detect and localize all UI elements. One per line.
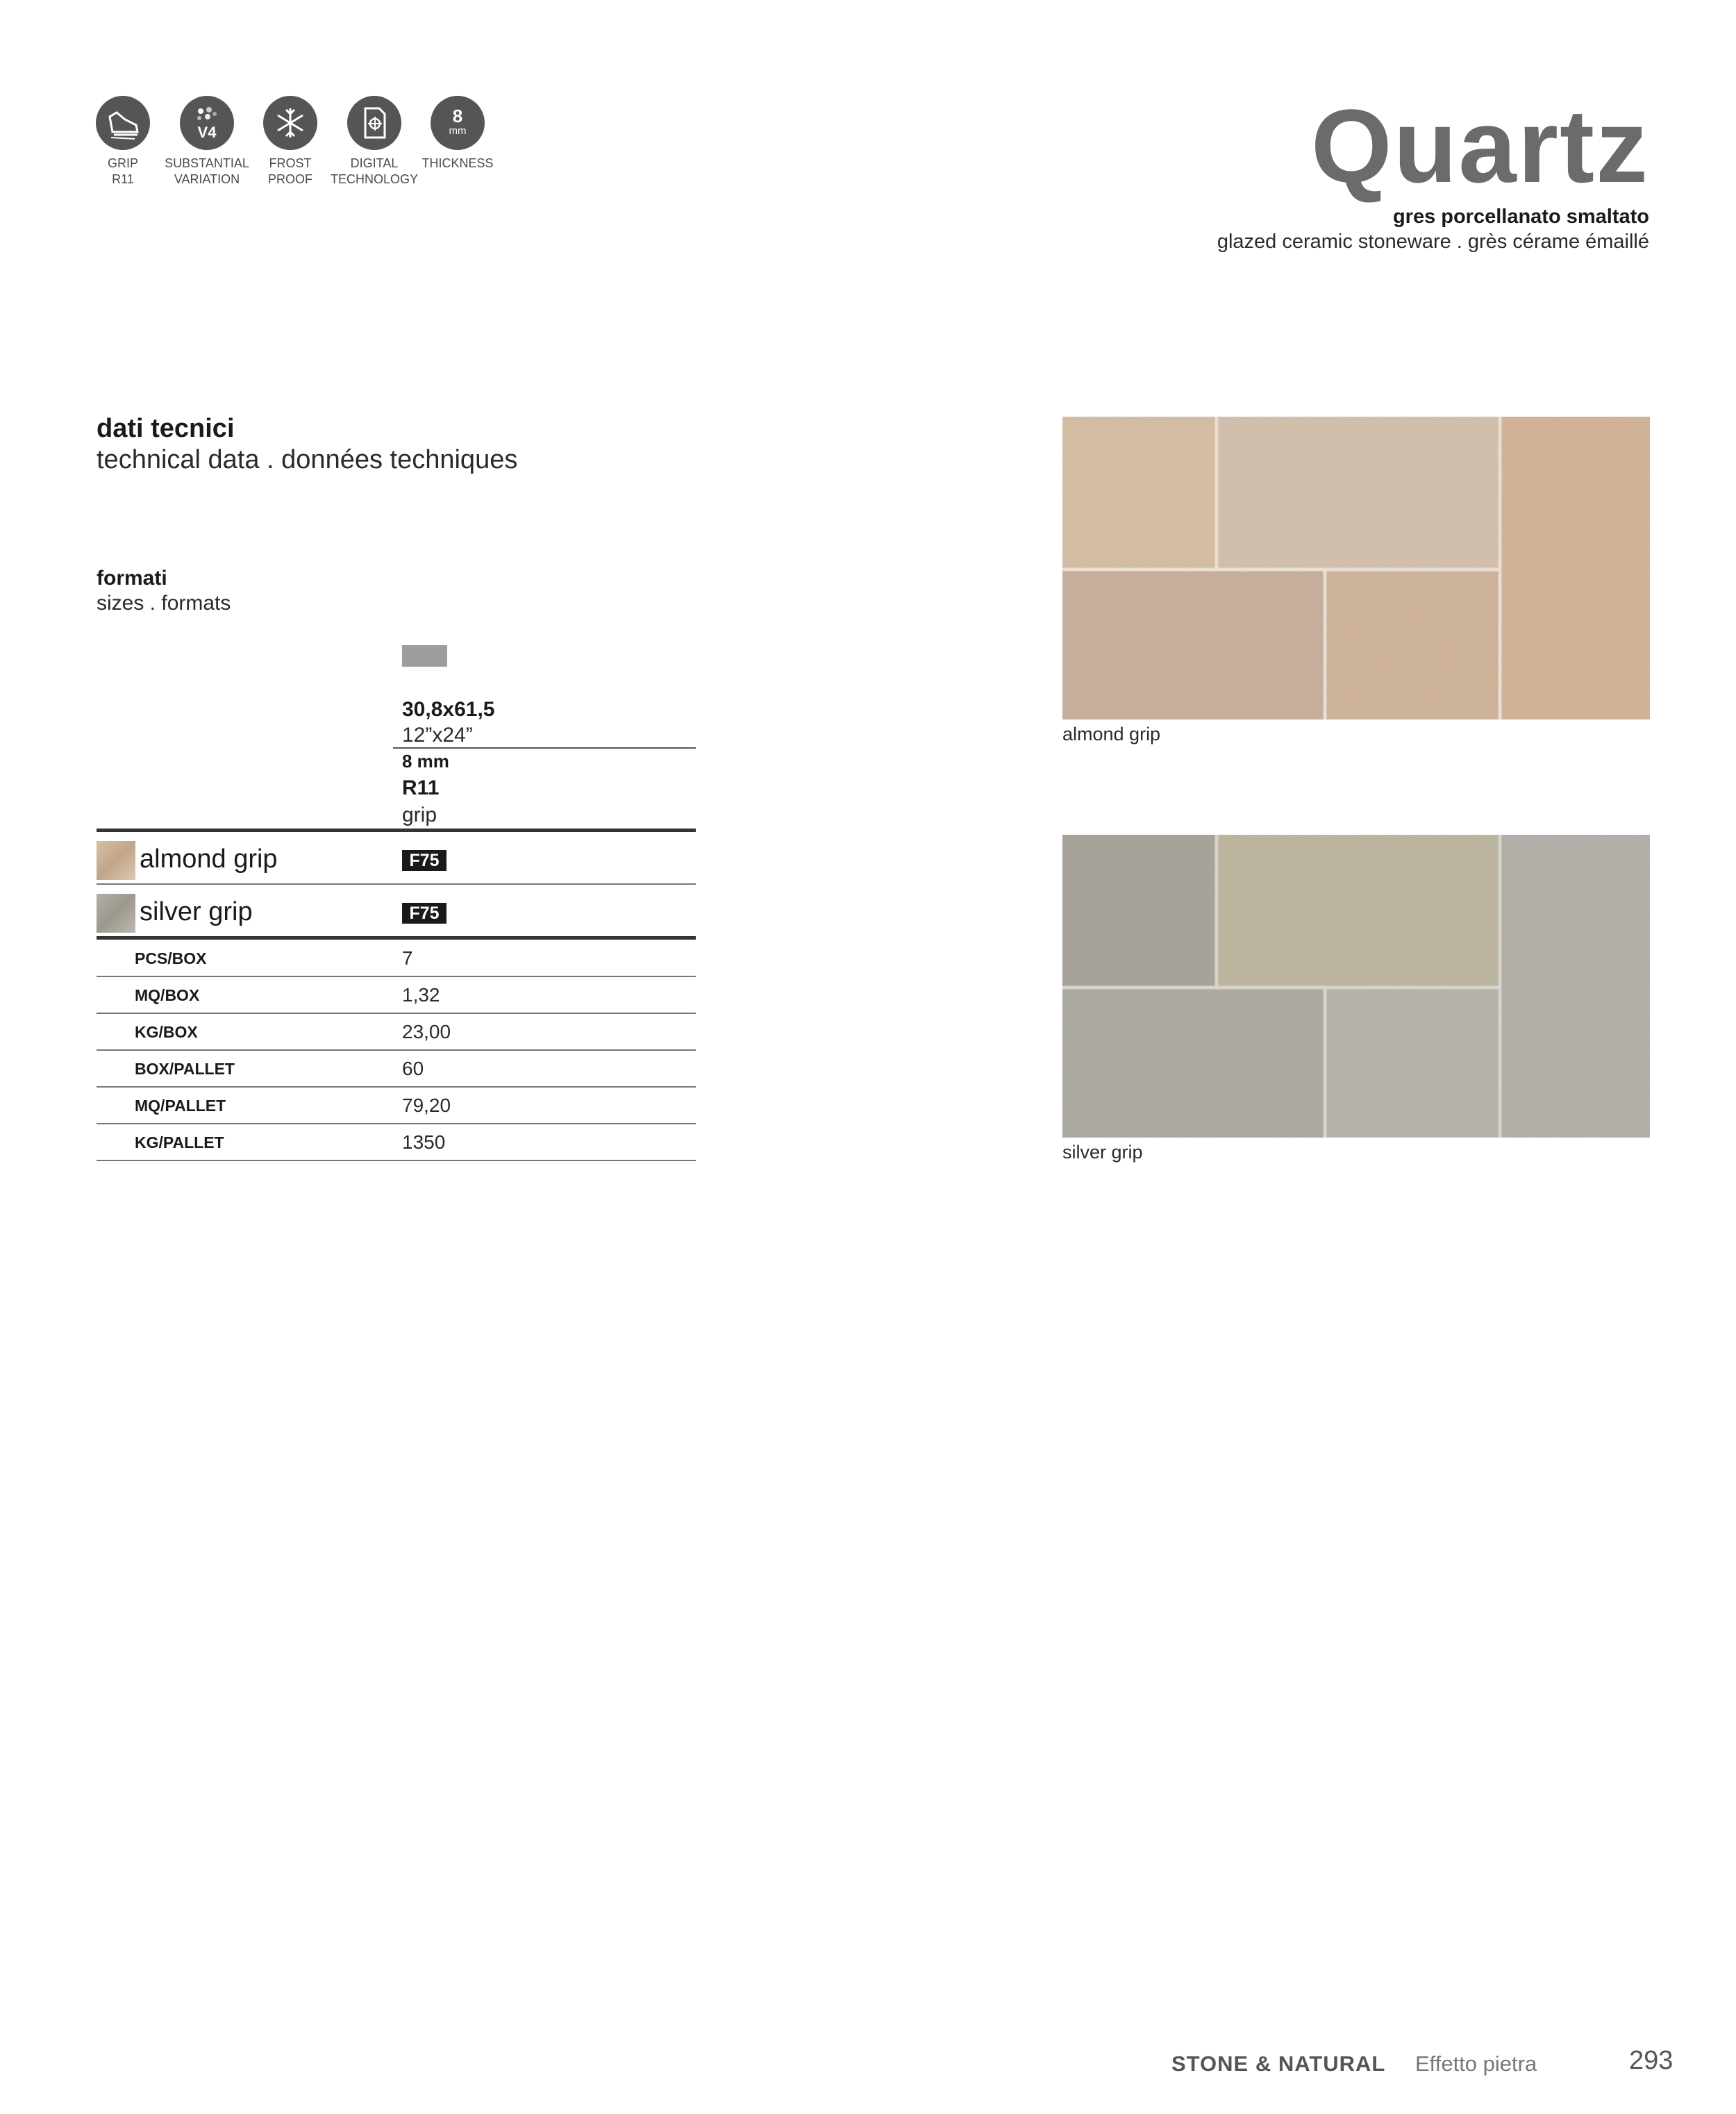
photo-caption: almond grip <box>1062 724 1161 744</box>
divider <box>393 747 696 749</box>
feature-grip: GRIP R11 <box>76 96 170 188</box>
feature-digital: DIGITAL TECHNOLOGY <box>327 96 422 188</box>
finish-label: grip <box>402 804 437 826</box>
formats-heading-en-fr: sizes . formats <box>97 592 231 615</box>
formats-heading-it: formati <box>97 567 167 590</box>
feature-frost: FROST PROOF <box>243 96 337 188</box>
thickness-icon: 8 mm <box>431 96 485 150</box>
snowflake-icon <box>263 96 317 150</box>
digital-print-icon <box>347 96 401 150</box>
footer-section: STONE & NATURAL <box>1171 2051 1386 2076</box>
subtitle-en-fr: glazed ceramic stoneware . grès cérame émaillé <box>1217 231 1649 253</box>
packaging-row: BOX/PALLET 60 <box>97 1050 696 1088</box>
feature-thickness: 8 mm THICKNESS <box>410 96 505 172</box>
packaging-row: KG/PALLET 1350 <box>97 1124 696 1161</box>
product-thumbnail <box>97 894 135 933</box>
product-code-badge: F75 <box>402 850 446 871</box>
technical-heading-en-fr: technical data . données techniques <box>97 445 518 474</box>
shoe-grip-icon <box>96 96 150 150</box>
packaging-row: KG/BOX 23,00 <box>97 1013 696 1051</box>
product-title: Quartz <box>1310 88 1649 204</box>
size-thickness: 8 mm <box>402 751 449 772</box>
subtitle-italian: gres porcellanato smaltato <box>1392 206 1649 228</box>
product-thumbnail <box>97 841 135 880</box>
variation-v4-icon: V4 <box>180 96 234 150</box>
silver-grip-photo <box>1062 835 1650 1138</box>
product-row <box>97 885 696 936</box>
size-shape-icon <box>402 645 447 667</box>
footer-subtitle: Effetto pietra <box>1415 2051 1537 2076</box>
photo-caption: silver grip <box>1062 1142 1143 1163</box>
product-code-badge: F75 <box>402 903 446 924</box>
page-number: 293 <box>1629 2046 1674 2075</box>
product-row <box>97 832 696 883</box>
slip-rating: R11 <box>402 776 440 799</box>
size-metric: 30,8x61,5 <box>402 698 495 721</box>
product-name: silver grip <box>140 897 253 926</box>
product-name: almond grip <box>140 844 278 874</box>
packaging-row: PCS/BOX 7 <box>97 940 696 977</box>
packaging-row: MQ/PALLET 79,20 <box>97 1087 696 1124</box>
packaging-row: MQ/BOX 1,32 <box>97 976 696 1014</box>
size-imperial: 12”x24” <box>402 724 473 747</box>
almond-grip-photo <box>1062 417 1650 719</box>
technical-heading-it: dati tecnici <box>97 414 235 443</box>
feature-variation: V4 SUBSTANTIAL VARIATION <box>160 96 254 188</box>
